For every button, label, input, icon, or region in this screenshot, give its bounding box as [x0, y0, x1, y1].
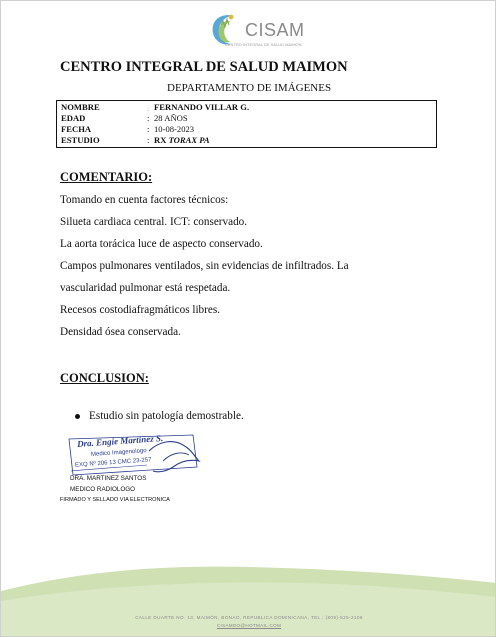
- patient-value-study: [154, 135, 210, 146]
- clinic-logo: [201, 11, 311, 51]
- conclusion-text: Estudio sin patología demostrable.: [89, 410, 244, 422]
- logo-text: CISAM: [245, 20, 305, 40]
- clinic-title: CENTRO INTEGRAL DE SALUD MAIMON: [60, 59, 348, 75]
- comment-line: Silueta cardiaca central. ICT: conservado.: [60, 216, 248, 228]
- patient-colon: :: [147, 135, 150, 145]
- comment-line: Densidad ósea conservada.: [60, 326, 181, 338]
- doctor-name: DRA. MARTINEZ SANTOS: [70, 475, 147, 482]
- doctor-stamp: [63, 431, 211, 479]
- patient-value-name: FERNANDO VILLAR G.: [154, 102, 250, 112]
- comment-line: La aorta torácica luce de aspecto conservado.: [60, 238, 263, 250]
- patient-info-box: [56, 100, 437, 148]
- patient-label-study: ESTUDIO: [61, 135, 100, 145]
- patient-label-age: EDAD: [61, 113, 86, 123]
- footer-email-line: [1, 623, 496, 628]
- department-label: DEPARTAMENTO DE IMÁGENES: [167, 82, 332, 94]
- patient-colon: :: [147, 113, 150, 123]
- study-prefix: RX: [154, 135, 169, 145]
- stamp-license: EXQ Nº 206 13 CMC 23-257: [74, 457, 152, 469]
- patient-colon: :: [147, 124, 150, 134]
- comment-heading: COMENTARIO:: [60, 170, 153, 184]
- logo-subtitle: CENTRO INTEGRAL DE SALUD MAIMON: [225, 42, 302, 47]
- conclusion-heading: CONCLUSION:: [60, 371, 149, 385]
- patient-value-date: 10-08-2023: [154, 124, 195, 134]
- patient-label-name: NOMBRE: [61, 102, 100, 112]
- doctor-title: MEDICO RADIOLOGO: [70, 486, 136, 493]
- comment-line: vascularidad pulmonar está respetada.: [60, 282, 231, 294]
- footer-email[interactable]: CISAMDO@HOTMAIL.COM: [216, 623, 282, 628]
- signed-note: FIRMADO Y SELLADO VIA ELECTRONICA: [60, 497, 170, 503]
- patient-label-date: FECHA: [61, 124, 92, 134]
- bullet-icon: [75, 414, 80, 419]
- decoration-mark: .:: [147, 108, 150, 113]
- comment-line: Recesos costodiafragmáticos libres.: [60, 304, 220, 316]
- footer-address: CALLE DUARTE NO. 13, MAIMÓN, BONAO, REPUBLICA DOMINICANA, TEL.: (809)-525-2106: [135, 615, 363, 620]
- comment-line: Campos pulmonares ventilados, sin evidencias de infiltrados. La: [60, 260, 349, 272]
- study-view: TORAX PA: [168, 135, 210, 145]
- comment-line: Tomando en cuenta factores técnicos:: [60, 194, 229, 206]
- patient-value-age: 28 AÑOS: [154, 113, 188, 123]
- stamp-name: Dra. Engie Martinez S.: [76, 433, 164, 449]
- stamp-role: Medico Imagenologo: [90, 448, 147, 458]
